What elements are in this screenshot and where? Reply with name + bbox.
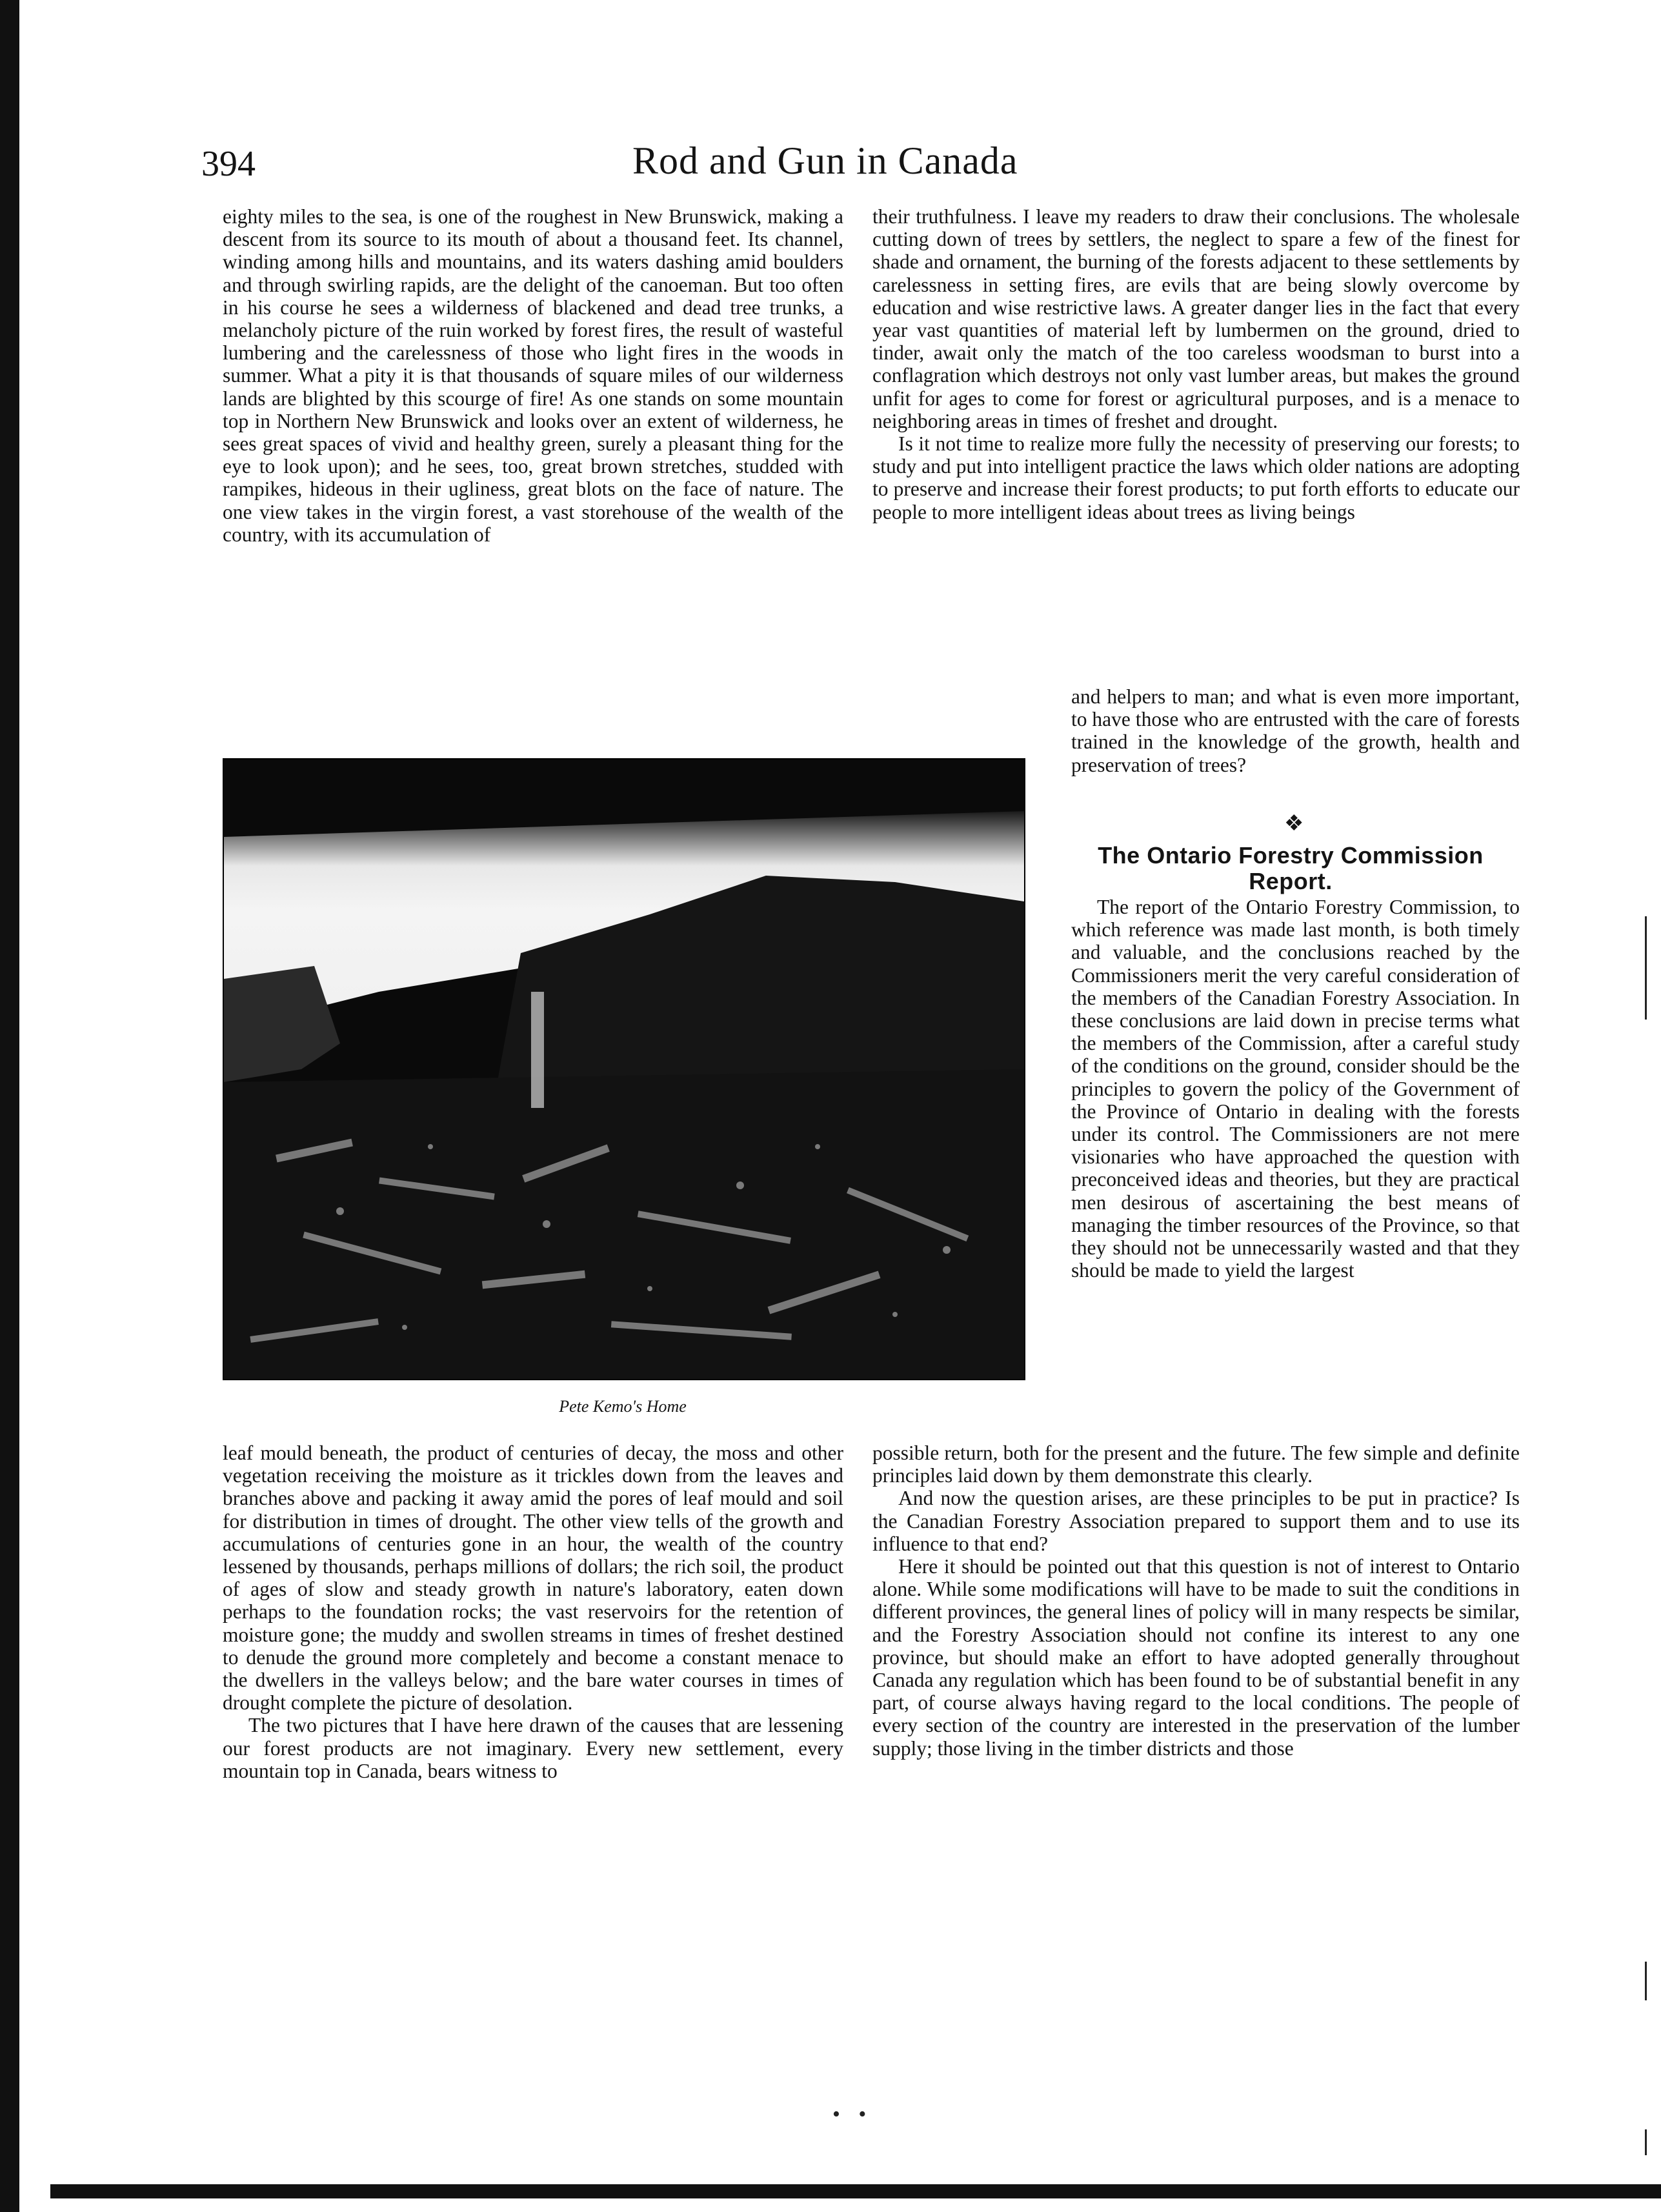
article-paragraph: and helpers to man; and what is even more important, to have those who are entrusted with the care of forests trained in the knowledge of the growth, health and preservation of trees? — [1071, 685, 1520, 776]
article-paragraph: eighty miles to the sea, is one of the roughest in New Brunswick, making a descent from its source to its mouth of about a thousand feet. Its channel, winding among hills and mountains, and its waters dashing amid boulders and through swirling rapids, are the delight of the canoeman. But too often in his course he sees a wilderness of blackened and dead tree trunks, a melancholy picture of the ruin worked by forest fires, the result of wasteful lumbering and the carelessness of those who light fires in the woods in summer. What a pity it is that thousands of square miles of our wilderness lands are blighted by this scourge of fire! As one stands on some mountain top in Northern New Brunswick and looks over an extent of wilderness, he sees great spaces of vivid and healthy green, surely a pleasant thing for the eye to look upon); and he sees, too, great brown stretches, studded with rampikes, hideous in their ugliness, great blots on the face of nature. The one view takes in the virgin forest, a vast storehouse of the wealth of the country, with its accumulation of — [223, 205, 843, 546]
article-column-bottom-left — [223, 1442, 843, 1782]
scan-mark — [1645, 1962, 1647, 2000]
article-column-top-left — [223, 205, 843, 546]
report-paragraph: And now the question arises, are these principles to be put in practice? Is the Canadian Forestry Association prepared to support them and to use its influence to that end? — [872, 1487, 1520, 1555]
article-column-top-right — [872, 205, 1520, 523]
report-paragraph: Here it should be pointed out that this question is not of interest to Ontario alone. While some modifications will have to be made to suit the conditions in different provinces, the general lines of policy will in many respects be similar, and the Forestry Association should not confine its interest to any one province, but should make an effort to have adopted generally throughout Canada any regulation which has been found to be of substantial benefit in any part, of course always having regard to the local conditions. The people of every section of the country are interested in the preservation of the lumber supply; those living in the timber districts and those — [872, 1555, 1520, 1760]
photo-pete-kemos-home — [223, 758, 1025, 1380]
scan-edge-bottom — [50, 2184, 1661, 2198]
scan-dots: • • — [832, 2102, 873, 2126]
report-paragraph: The report of the Ontario Forestry Commission, to which reference was made last month, is both timely and valuable, and the conclusions reached by the Commissioners merit the very careful consideration of the members of the Canadian Forestry Association. In these conclusions are laid down in precise terms what the members of the Commission, after a careful study of the conditions on the ground, consider should be the principles to govern the policy of the Government of the Province of Ontario in dealing with the forests under its control. The Commissioners are not mere visionaries who have approached the question with preconceived ideas and theories, but they are practical men desirous of ascertaining the best means of managing the timber resources of the Province, so that they should not be unnecessarily wasted and that they should be made to yield the largest — [1071, 896, 1520, 1282]
section-heading: The Ontario Forestry Commission Report. — [1098, 842, 1484, 894]
article-paragraph: leaf mould beneath, the product of centuries of decay, the moss and other vegetation receiving the moisture as it trickles down from the leaves and branches above and packing it away amid the pores of leaf mould and soil for distribution in times of drought. The other view tells of the growth and accumulations of centuries gone in an hour, the wealth of the country lessened by thousands, perhaps millions of dollars; the rich soil, the product of ages of slow and steady growth in nature's laboratory, eaten down perhaps to the foundation rocks; the vast reservoirs for the retention of moisture gone; the muddy and swollen streams in times of freshet destined to denude the ground more completely and become a constant menace to the dwellers in the valleys below; and the bare water courses in times of drought complete the picture of desolation. — [223, 1442, 843, 1714]
photo-caption: Pete Kemo's Home — [559, 1397, 687, 1416]
scan-edge-left — [0, 0, 19, 2212]
article-paragraph: their truthfulness. I leave my readers to draw their conclusions. The wholesale cutting down of trees by settlers, the neglect to spare a few of the finest for shade and ornament, the burning of the forests adjacent to these settlements by carelessness in setting fires, are evils that are being slowly overcome by education and wise restrictive laws. A greater danger lies in the fact that every year vast quantities of material left by lumbermen on the ground, dried to tinder, await only the match of the too careless woodsman to burst into a conflagration which destroys not only vast lumber areas, but makes the ground unfit for ages to come for forest or agricultural purposes, and is a menace to neighboring areas in times of freshet and drought. — [872, 205, 1520, 432]
section-ornament: ❖ — [1284, 812, 1304, 836]
report-column-bottom-right — [872, 1442, 1520, 1760]
scan-mark — [1645, 2129, 1647, 2155]
article-column-mid-right — [1071, 685, 1520, 776]
photo-image — [224, 759, 1024, 1379]
report-paragraph: possible return, both for the present and the future. The few simple and definite principles laid down by them demonstrate this clearly. — [872, 1442, 1520, 1487]
article-paragraph: Is it not time to realize more fully the necessity of preserving our forests; to study and put into intelligent practice the laws which older nations are adopting to preserve and increase their forest products; to put forth efforts to educate our people to more intelligent ideas about trees as living beings — [872, 432, 1520, 523]
article-paragraph: The two pictures that I have here drawn of the causes that are lessening our forest products are not imaginary. Every new settlement, every mountain top in Canada, bears witness to — [223, 1714, 843, 1782]
page-number: 394 — [201, 144, 256, 184]
running-title: Rod and Gun in Canada — [632, 139, 1018, 182]
report-column-narrow — [1071, 896, 1520, 1282]
scan-mark — [1645, 916, 1647, 1020]
